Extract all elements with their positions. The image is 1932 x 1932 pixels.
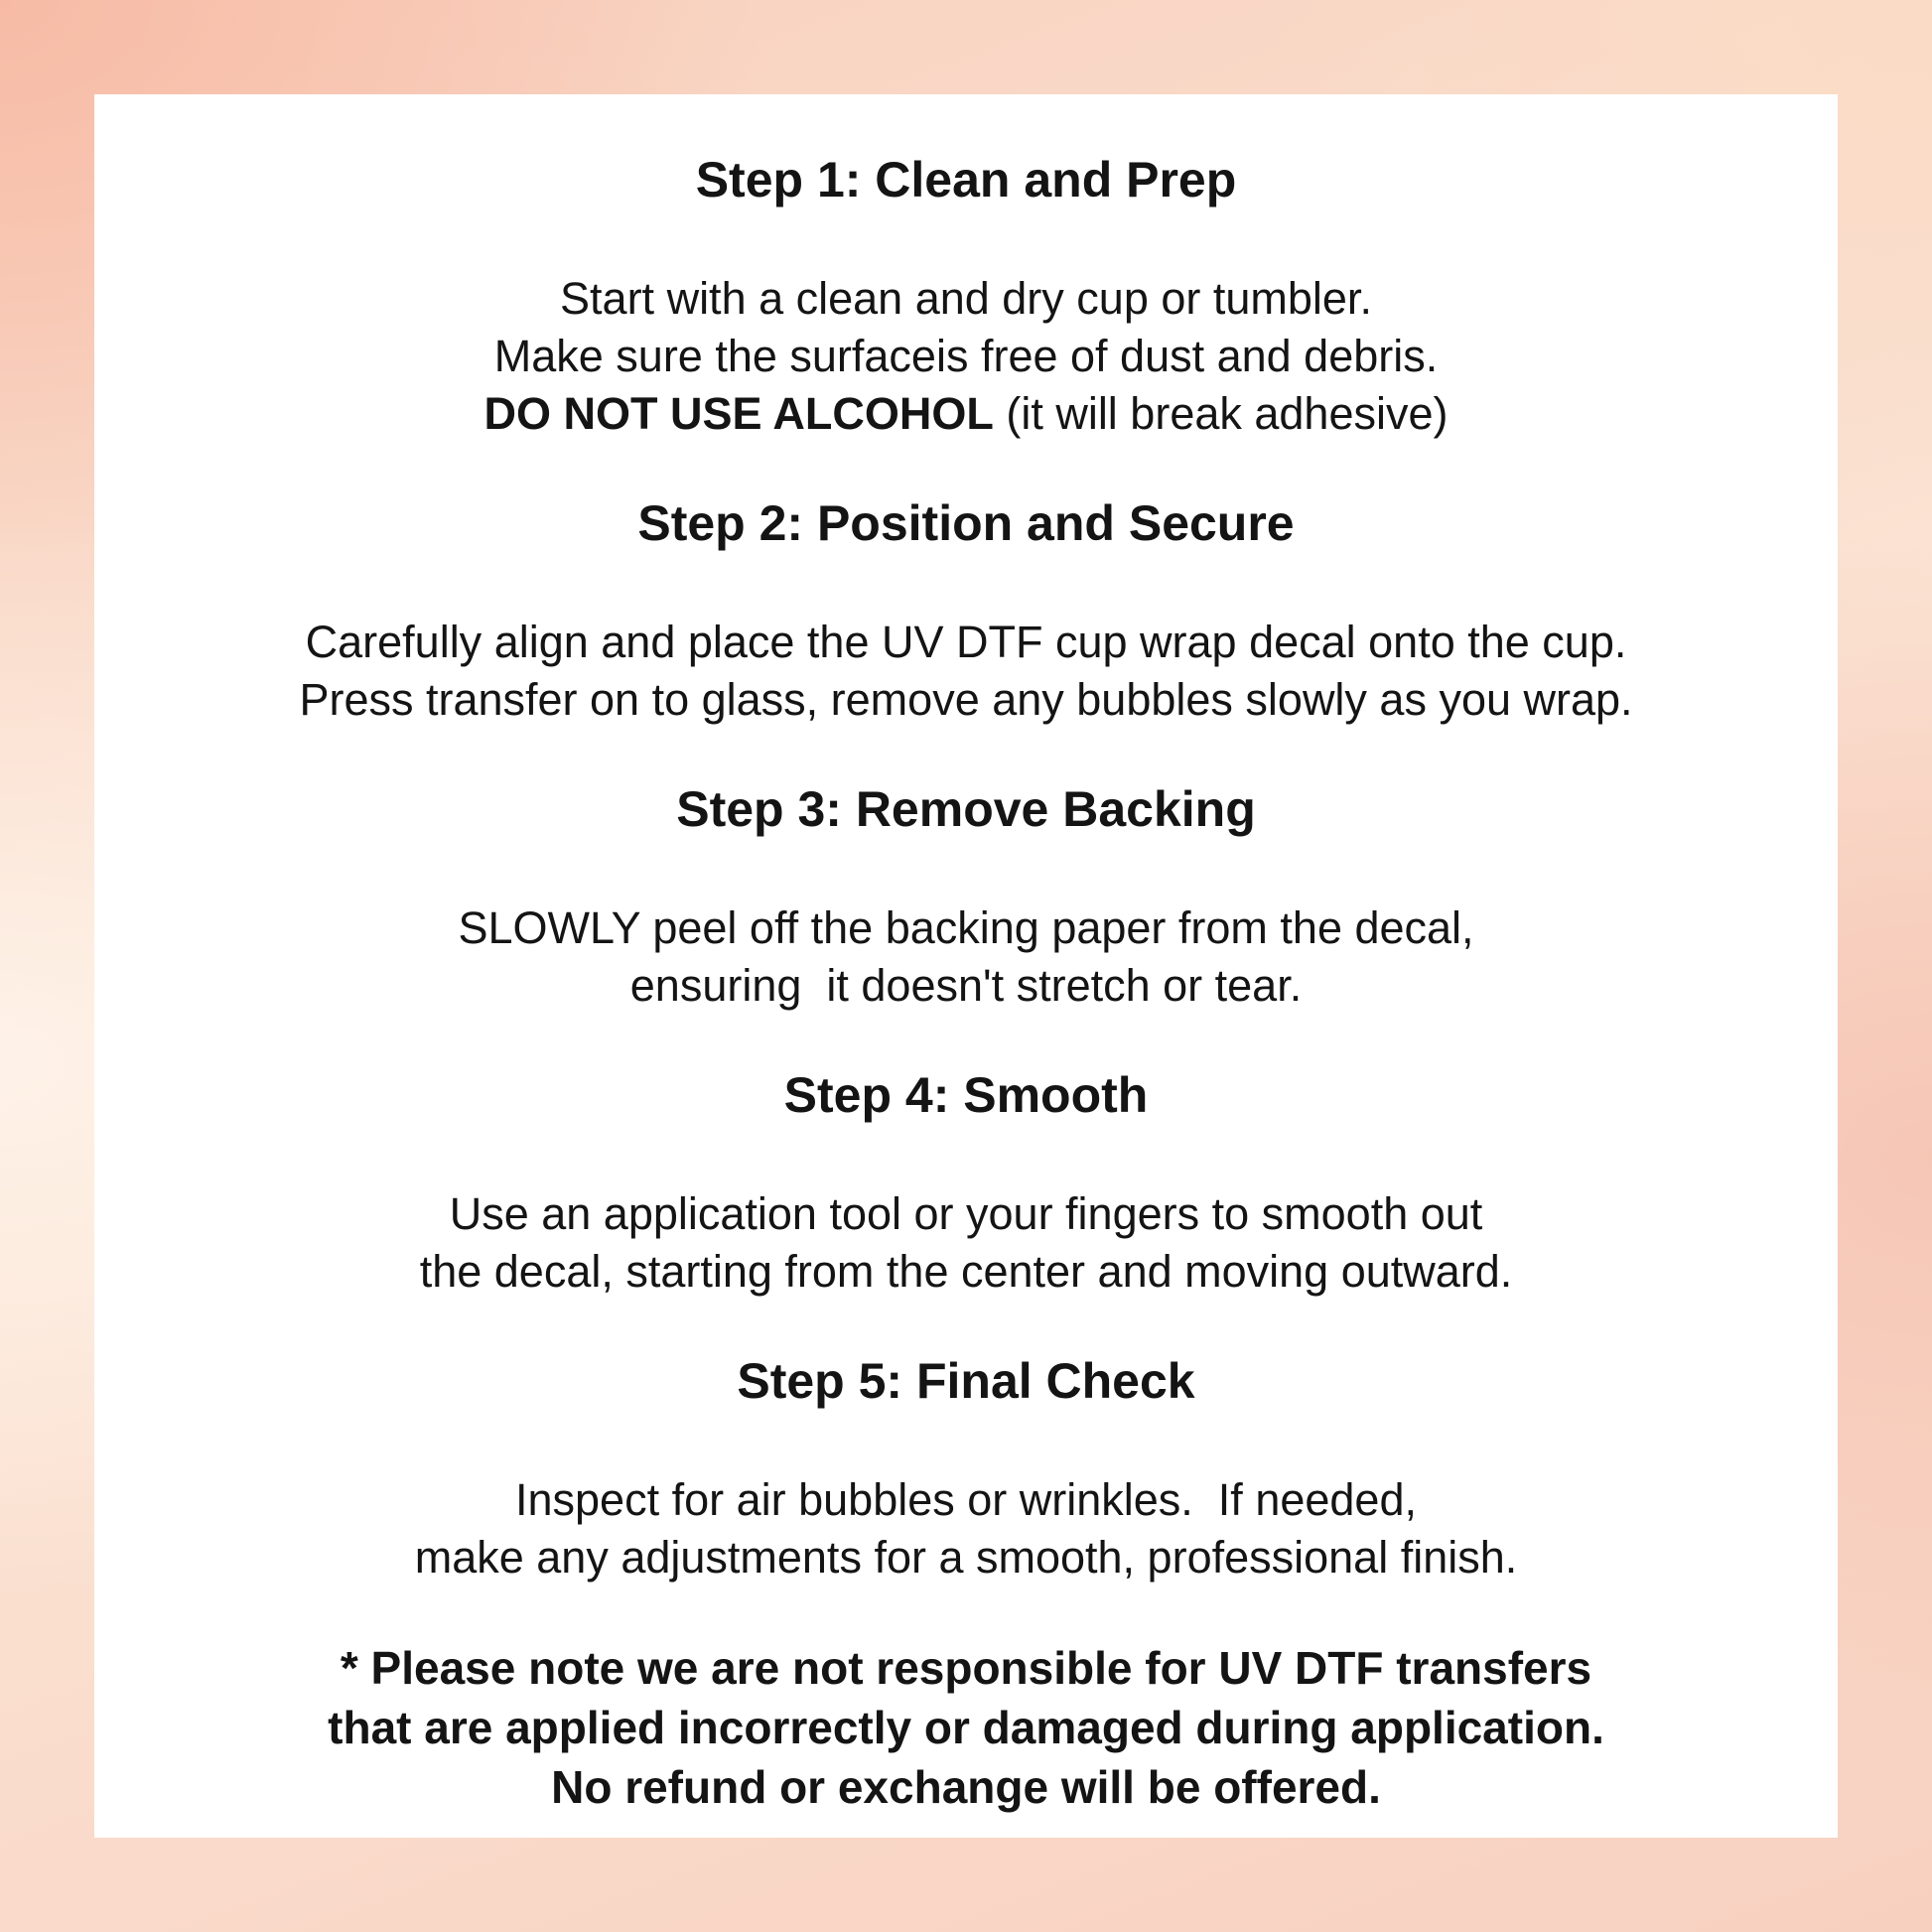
step-1-line-1: Start with a clean and dry cup or tumbler. [560,273,1372,324]
step-5-line-1: Inspect for air bubbles or wrinkles. If needed, [515,1474,1417,1525]
alcohol-warning-line [94,385,1838,443]
step-1-heading: Step 1: Clean and Prep [695,152,1237,207]
disclaimer-line-1: * Please note we are not responsible for UV DTF transfers [340,1642,1592,1694]
step-5-section [94,1352,1838,1587]
step-3-line-1: SLOWLY peel off the backing paper from the decal, [458,902,1474,953]
step-5-line-2: make any adjustments for a smooth, professional finish. [414,1532,1518,1583]
step-4-heading: Step 4: Smooth [783,1067,1149,1123]
step-3-section [94,780,1838,1015]
step-5-heading: Step 5: Final Check [737,1353,1195,1409]
step-2-section [94,494,1838,729]
disclaimer-section [94,1638,1838,1817]
step-2-line-2: Press transfer on to glass, remove any bubbles slowly as you wrap. [299,674,1633,725]
step-4-section [94,1066,1838,1301]
step-1-line-2: Make sure the surfaceis free of dust and debris. [493,331,1439,381]
step-4-line-2: the decal, starting from the center and moving outward. [419,1246,1513,1297]
step-3-line-2: ensuring it doesn't stretch or tear. [629,960,1303,1011]
disclaimer-line-2: that are applied incorrectly or damaged during application. [328,1702,1604,1753]
step-2-line-1: Carefully align and place the UV DTF cup wrap decal onto the cup. [305,617,1627,667]
alcohol-warning-rest-text: (it will break adhesive) [993,388,1449,439]
alcohol-warning-bold-text: DO NOT USE ALCOHOL [483,388,994,439]
step-4-line-1: Use an application tool or your fingers to smooth out [449,1188,1483,1239]
step-3-heading: Step 3: Remove Backing [676,781,1256,837]
instruction-card [94,94,1838,1838]
step-1-section [94,151,1838,443]
disclaimer-line-3: No refund or exchange will be offered. [551,1761,1381,1813]
step-2-heading: Step 2: Position and Secure [637,495,1295,551]
